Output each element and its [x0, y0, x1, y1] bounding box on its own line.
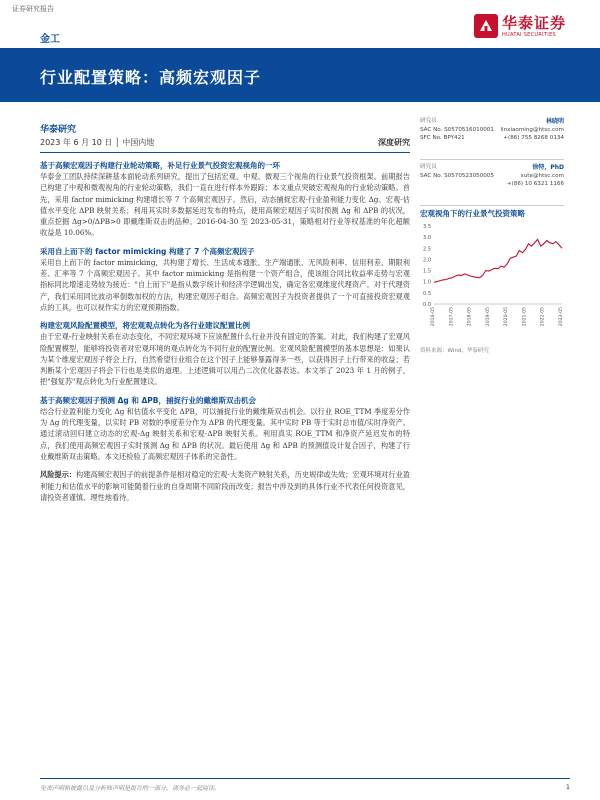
risk-label: 风险提示： — [40, 470, 77, 480]
y-tick-label: 3.5 — [423, 224, 431, 230]
analyst-card — [420, 118, 564, 160]
footer-disclaimer: 免责声明和披露以及分析师声明是报告的一部分，请务必一起阅读。 — [40, 785, 221, 792]
company-logo — [474, 10, 584, 44]
section-paragraph: 华泰金工团队持续深耕基本面轮动系列研究，提出了包括宏观、中观、微观三个视角的行业景气投资框架。前期报告已构建了中观和微观视角的行业轮动策略，我们一直在进行样本外跟踪；本文重点突破宏观视角的行业轮动策略。首先，采用 factor mimicking 构建增长等 7 个高频宏观因子。然后，动态捕捉宏观-行业盈利能力变化 Δg、宏观-估值水平变化 ΔPB 映射关系；利用其实时多数据延迟发布的特点，使用高频宏观因子实时预测 Δg 和 ΔPB 的状况，重点挖掘 Δg>0/ΔPB>0 即戴维斯双击的品种。2016-04-30 至 2023-05-31，策略相对行业等权基准的年化超额收益是 10.06%。 — [40, 172, 410, 238]
section-paragraph: 结合行业盈利能力变化 Δg 和估值水平变化 ΔPB，可以捕捉行业的戴维斯双击机会。以行业 ROE_TTM 季度差分作为 Δg 的代理变量，以实时 PB 对数的季度差分作为 ΔPB 的代理变量。其中实时 PB 等于实时总市值/实时净资产。通过滚动回归建立动态的宏观-Δg 映射关系和宏观-ΔPB 映射关系。利用真实 ROE_TTM 和净资产延迟发布的特点，我们使用高频宏观因子实时预测 Δg 和 ΔPB 的状况。最后使用 Δg 和 ΔPB 的预测值设计复合因子，构建了行业戴维斯双击策略。本文还检验了高频宏观因子体系的完备性。 — [40, 406, 410, 461]
section-heading: 构建宏观风险配置模型，将宏观观点转化为各行业建议配置比例 — [40, 321, 250, 331]
section-heading: 基于高频宏观因子构建行业轮动策略，补足行业景气投资宏观视角的一环 — [40, 161, 280, 170]
y-tick-label: 1.0 — [423, 279, 431, 286]
organization: 华泰研究 — [40, 125, 77, 135]
logo-mark-icon — [474, 14, 498, 38]
risk-text: 构建高频宏观因子的前提条件是相对稳定的宏观-大类资产映射关系，历史规律或失效；宏观环境对行业盈利能力和估值水平的影响可能随着行业的自身周期不同阶段而改变；报告中涉及到的具体行业不代表任何投资意见，请投资者谨慎、理性地看待。 — [40, 470, 410, 502]
strategy-line-chart — [416, 220, 566, 342]
chart-source: 资料来源：Wind，华泰研究 — [420, 348, 489, 354]
x-tick-label: 2021-05 — [522, 307, 528, 327]
report-category: 深度研究 — [378, 138, 410, 147]
date-region-row — [40, 137, 410, 153]
x-tick-label: 2016-05 — [431, 307, 436, 327]
analyst-sac: SAC No. S0570516010001 — [420, 127, 494, 133]
series-line — [434, 239, 562, 282]
analyst-card — [420, 164, 564, 206]
section-heading: 采用自上而下的 factor mimicking 构建了 7 个高频宏观因子 — [40, 246, 255, 256]
analyst-email[interactable]: xute@htsc.com — [520, 173, 564, 179]
x-tick-label: 2020-05 — [504, 307, 510, 327]
analyst-sfc: SFC No. BPY421 — [420, 135, 465, 141]
risk-warning — [40, 469, 410, 503]
summary-section — [40, 160, 410, 239]
analyst-role: 研究员 — [420, 118, 437, 124]
analyst-phone: +(86) 755 8268 0134 — [503, 135, 564, 141]
analyst-name: 徐特，PhD — [532, 164, 564, 171]
logo-text-cn: 华泰证券 — [502, 14, 567, 32]
analyst-panel — [420, 118, 564, 210]
title-banner — [0, 48, 600, 102]
page-number: 1 — [565, 783, 570, 791]
footer-divider — [40, 778, 570, 779]
report-title: 行业配置策略：高频宏观因子 — [40, 68, 262, 87]
x-tick-label: 2023-05 — [559, 307, 564, 327]
analyst-email[interactable]: linxiaoming@htsc.com — [500, 127, 564, 133]
summary-section — [40, 246, 410, 313]
report-type-tag: 证券研究报告 — [12, 5, 54, 13]
analyst-sac: SAC No. S0570523050005 — [420, 173, 494, 179]
analyst-phone: +(86) 10 6321 1166 — [506, 181, 564, 187]
summary-section — [40, 395, 410, 462]
summary-section — [40, 320, 410, 387]
y-tick-label: 2.0 — [423, 257, 431, 264]
y-tick-label: 0.0 — [423, 302, 431, 308]
x-tick-label: 2018-05 — [467, 307, 473, 327]
date-region: 2023 年 6 月 10 日 │ 中国内地 — [40, 138, 155, 147]
x-tick-label: 2017-05 — [449, 307, 455, 327]
y-tick-label: 3.0 — [423, 235, 431, 242]
y-tick-label: 2.5 — [423, 246, 431, 253]
y-tick-label: 0.5 — [423, 290, 431, 297]
logo-text-en: HUATAI SECURITIES — [502, 32, 556, 38]
x-tick-label: 2019-05 — [485, 307, 491, 327]
x-tick-label: 2022-05 — [540, 307, 546, 327]
section-heading: 基于高频宏观因子预测 Δg 和 ΔPB，捕捉行业的戴维斯双击机会 — [40, 395, 257, 405]
section-paragraph: 采用自上而下的 factor mimicking，共构建了增长、生活成本通胀、生产端通胀、无风险利率、信用利差、期限利差、汇率等 7 个高频宏观因子。其中 factor mimicking 是指构建一个资产组合，使该组合同比收益率走势与宏观指标同比增速走势较为接近："自上而下"是指从数字统计和经济学逻辑出发，确定各宏观维度代理资产。对于代理资产，我们采用同比波动率倒数加权的方法，构建宏观因子组合。高频宏观因子为投资者提供了一个可直接投资宏观观点的工具，也可以视作实方的宏观预期指数。 — [40, 257, 410, 312]
chart-title: 宏观视角下的行业景气投资策略 — [420, 209, 525, 218]
section-tag: 金工 — [40, 34, 60, 45]
y-tick-label: 1.5 — [423, 268, 431, 275]
analyst-role: 研究员 — [420, 164, 437, 170]
summary-body — [40, 160, 410, 503]
analyst-name: 林晓明 — [545, 118, 564, 125]
section-paragraph: 由于宏观-行业映射关系在动态变化，不同宏观环境下应该配置什么行业并没有固定的答案。对此，我们构建了宏观风险配置模型，能够将投资者对宏观环境的观点转化为不同行业的配置比例。宏观风险配置模型的基本思想是：如果认为某个维度宏观因子将会上行，自然希望行业组合在这个因子上能够暴露得多一些，以获得因子上行带来的收益；若判断某个宏观因子将会下行也是类似的道理。上述逻辑可以用凸二次优化器表达。本文举了 2023 年 1 月的例子，把"强复苏"观点转化为行业配置建议。 — [40, 332, 410, 387]
